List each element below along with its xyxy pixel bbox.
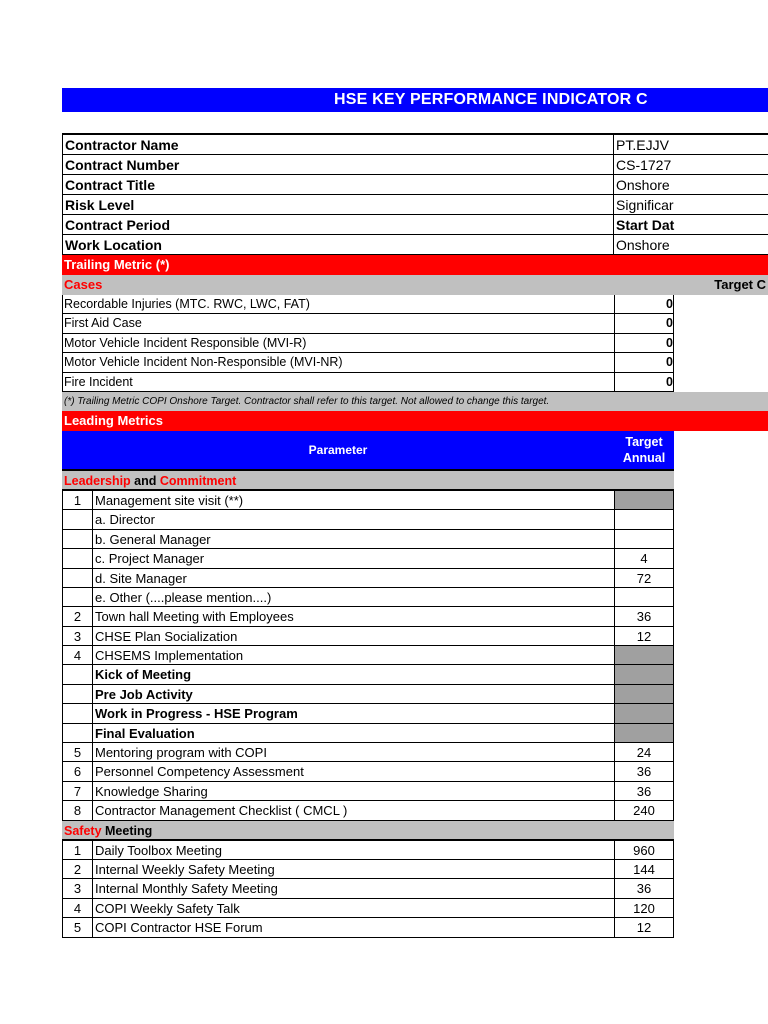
row-number: 2 xyxy=(63,860,93,878)
contract-info-table xyxy=(62,133,768,255)
row-parameter: Contractor Management Checklist ( CMCL ) xyxy=(93,801,615,819)
trailing-metric-table xyxy=(62,295,674,392)
row-target-annual xyxy=(615,685,674,703)
row-parameter: Kick of Meeting xyxy=(93,665,615,683)
trailing-parameter: Fire Incident xyxy=(63,373,615,391)
row-parameter: a. Director xyxy=(93,510,615,528)
table-row xyxy=(63,588,674,607)
kpi-sheet xyxy=(62,88,768,938)
section-title-red-2: Commitment xyxy=(159,473,237,488)
target-header-line2: Annual xyxy=(622,450,666,465)
row-number: 3 xyxy=(63,627,93,645)
row-target-annual: 72 xyxy=(615,569,674,587)
row-number: 4 xyxy=(63,899,93,917)
row-parameter: Internal Monthly Safety Meeting xyxy=(93,879,615,897)
row-target-annual: 240 xyxy=(615,801,674,819)
row-target-annual xyxy=(615,704,674,722)
row-target-annual: 12 xyxy=(615,627,674,645)
row-target-annual: 36 xyxy=(615,782,674,800)
row-target-annual xyxy=(615,646,674,664)
row-parameter: COPI Contractor HSE Forum xyxy=(93,918,615,936)
target-header-line1: Target xyxy=(625,434,663,449)
table-row xyxy=(63,782,674,801)
section-title-red: Safety xyxy=(64,823,102,838)
info-value: Onshore xyxy=(616,177,670,193)
row-parameter: Knowledge Sharing xyxy=(93,782,615,800)
row-number xyxy=(63,569,93,587)
info-row xyxy=(62,195,768,215)
row-parameter: Personnel Competency Assessment xyxy=(93,762,615,780)
section-table xyxy=(62,841,674,938)
row-parameter: e. Other (....please mention....) xyxy=(93,588,615,606)
trailing-parameter: First Aid Case xyxy=(63,314,615,332)
trailing-target: 0 xyxy=(615,353,674,371)
info-value: Onshore xyxy=(616,237,670,253)
table-row xyxy=(63,510,674,529)
row-number: 6 xyxy=(63,762,93,780)
row-parameter: Final Evaluation xyxy=(93,724,615,742)
section-header xyxy=(62,471,674,491)
table-row xyxy=(63,879,674,898)
row-target-annual: 12 xyxy=(615,918,674,936)
table-row xyxy=(63,665,674,684)
info-label: Contract Number xyxy=(62,155,614,174)
table-row xyxy=(63,685,674,704)
trailing-target: 0 xyxy=(615,334,674,352)
trailing-parameter: Motor Vehicle Incident Non-Responsible (MVI-NR) xyxy=(63,353,615,371)
table-row xyxy=(63,724,674,743)
table-row xyxy=(63,899,674,918)
info-value: CS-1727 xyxy=(616,157,672,173)
info-label: Contractor Name xyxy=(62,135,614,154)
row-parameter: Daily Toolbox Meeting xyxy=(93,841,615,859)
row-parameter: CHSEMS Implementation xyxy=(93,646,615,664)
row-target-annual: 24 xyxy=(615,743,674,761)
info-row xyxy=(62,215,768,235)
table-row xyxy=(63,569,674,588)
info-label: Contract Title xyxy=(62,175,614,194)
row-number xyxy=(63,724,93,742)
info-value: Significar xyxy=(616,197,674,213)
table-row xyxy=(63,743,674,762)
section-title-black: Meeting xyxy=(101,823,153,838)
table-row xyxy=(63,646,674,665)
trailing-row xyxy=(63,334,674,353)
parameter-column-header: Parameter xyxy=(308,442,368,457)
info-row xyxy=(62,175,768,195)
table-row xyxy=(63,762,674,781)
table-row xyxy=(63,841,674,860)
info-label: Work Location xyxy=(62,235,614,254)
row-number: 4 xyxy=(63,646,93,664)
table-row xyxy=(63,607,674,626)
trailing-row xyxy=(63,295,674,314)
row-target-annual: 120 xyxy=(615,899,674,917)
row-number xyxy=(63,685,93,703)
row-target-annual xyxy=(615,724,674,742)
section-title-black: and xyxy=(130,473,160,488)
row-target-annual xyxy=(615,491,674,509)
row-number: 5 xyxy=(63,743,93,761)
row-target-annual: 144 xyxy=(615,860,674,878)
trailing-row xyxy=(63,314,674,333)
row-number xyxy=(63,588,93,606)
table-row xyxy=(63,491,674,510)
row-number: 5 xyxy=(63,918,93,936)
row-number: 8 xyxy=(63,801,93,819)
leading-metrics-header: Leading Metrics xyxy=(62,411,768,431)
row-target-annual: 36 xyxy=(615,879,674,897)
table-row xyxy=(63,860,674,879)
row-number: 2 xyxy=(63,607,93,625)
row-number xyxy=(63,530,93,548)
trailing-metric-note: (*) Trailing Metric COPI Onshore Target. Contractor shall refer to this target. Not allowed to change this target. xyxy=(62,392,768,411)
row-parameter: Work in Progress - HSE Program xyxy=(93,704,615,722)
info-value: Start Dat xyxy=(616,217,675,233)
table-row xyxy=(63,549,674,568)
info-value: PT.EJJV xyxy=(616,137,669,153)
trailing-metric-header: Trailing Metric (*) xyxy=(62,255,768,275)
table-row xyxy=(63,530,674,549)
info-row xyxy=(62,155,768,175)
cases-label: Cases xyxy=(64,277,103,292)
row-number: 3 xyxy=(63,879,93,897)
row-target-annual: 36 xyxy=(615,762,674,780)
target-column-label: Target C xyxy=(714,277,766,292)
trailing-target: 0 xyxy=(615,314,674,332)
row-target-annual: 4 xyxy=(615,549,674,567)
row-parameter: d. Site Manager xyxy=(93,569,615,587)
row-target-annual xyxy=(615,665,674,683)
info-label: Contract Period xyxy=(62,215,614,234)
info-label: Risk Level xyxy=(62,195,614,214)
trailing-parameter: Recordable Injuries (MTC. RWC, LWC, FAT) xyxy=(63,295,615,313)
section-table xyxy=(62,491,674,821)
row-number: 1 xyxy=(63,491,93,509)
row-target-annual xyxy=(615,530,674,548)
table-row xyxy=(63,627,674,646)
sheet-title: HSE KEY PERFORMANCE INDICATOR C xyxy=(62,88,768,112)
row-parameter: CHSE Plan Socialization xyxy=(93,627,615,645)
row-number xyxy=(63,704,93,722)
trailing-target: 0 xyxy=(615,295,674,313)
trailing-target: 0 xyxy=(615,373,674,391)
row-number xyxy=(63,665,93,683)
section-title-red: Leadership xyxy=(64,473,131,488)
row-target-annual: 36 xyxy=(615,607,674,625)
row-parameter: Internal Weekly Safety Meeting xyxy=(93,860,615,878)
leading-sections xyxy=(62,471,768,938)
target-annual-column-header xyxy=(614,431,674,469)
trailing-row xyxy=(63,353,674,372)
row-target-annual xyxy=(615,588,674,606)
table-row xyxy=(63,801,674,820)
row-parameter: Management site visit (**) xyxy=(93,491,615,509)
trailing-parameter: Motor Vehicle Incident Responsible (MVI-R) xyxy=(63,334,615,352)
row-target-annual xyxy=(615,510,674,528)
row-parameter: Pre Job Activity xyxy=(93,685,615,703)
trailing-row xyxy=(63,373,674,392)
row-number: 7 xyxy=(63,782,93,800)
info-row xyxy=(62,235,768,255)
leading-table-header xyxy=(62,431,674,471)
row-parameter: Town hall Meeting with Employees xyxy=(93,607,615,625)
row-target-annual: 960 xyxy=(615,841,674,859)
row-parameter: c. Project Manager xyxy=(93,549,615,567)
row-parameter: Mentoring program with COPI xyxy=(93,743,615,761)
row-parameter: COPI Weekly Safety Talk xyxy=(93,899,615,917)
info-row xyxy=(62,135,768,155)
section-header xyxy=(62,821,674,841)
cases-header-row xyxy=(62,275,768,295)
row-number xyxy=(63,549,93,567)
table-row xyxy=(63,704,674,723)
row-number: 1 xyxy=(63,841,93,859)
table-row xyxy=(63,918,674,937)
row-number xyxy=(63,510,93,528)
row-parameter: b. General Manager xyxy=(93,530,615,548)
